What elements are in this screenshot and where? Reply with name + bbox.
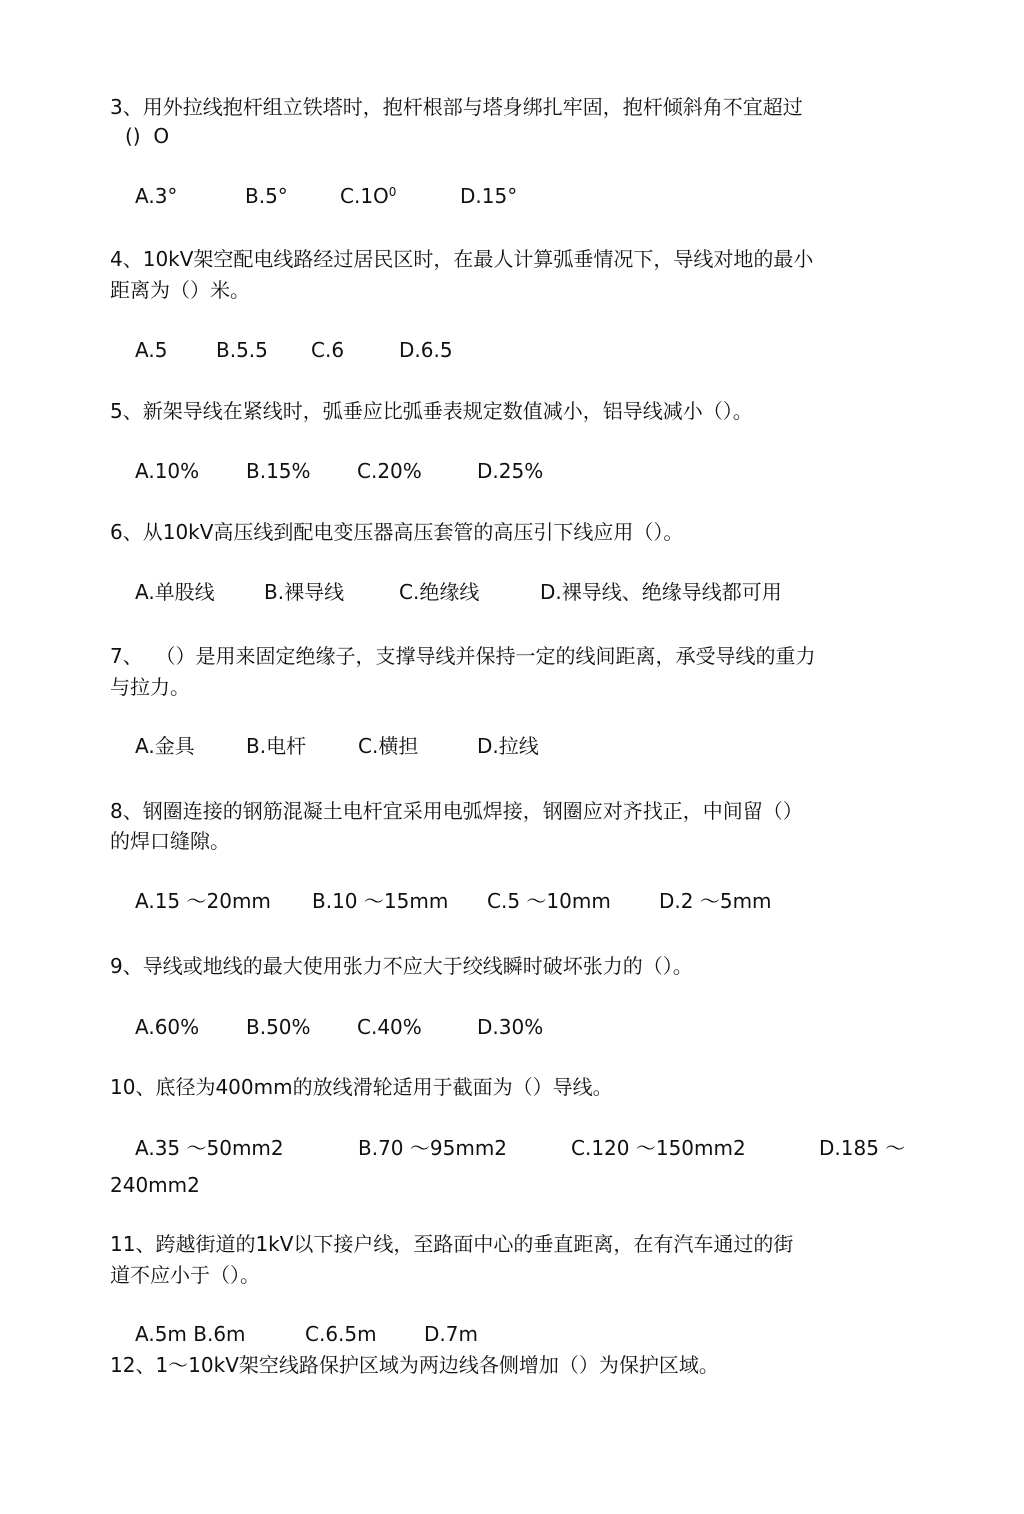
question-5-options [135, 457, 543, 485]
option-c: C.6.5m [305, 1322, 377, 1346]
option-a-b: A.5m B.6m [135, 1322, 246, 1346]
question-5-line-1: 5、新架导线在紧线时，弧垂应比弧垂表规定数值减小，铝导线减小（）。 [110, 399, 753, 423]
option-d: D.拉线 [477, 734, 539, 758]
option-a: A.3° [135, 184, 178, 208]
question-10-options [135, 1134, 905, 1162]
question-4-options [135, 336, 453, 364]
option-b: B.70 ～95mm2 [358, 1136, 508, 1160]
option-c-superscript: 0 [388, 185, 397, 199]
option-d: D.15° [460, 184, 518, 208]
option-a: A.5 [135, 338, 168, 362]
option-d: D.7m [424, 1322, 478, 1346]
question-12-line-1: 12、1～10kV架空线路保护区域为两边线各侧增加（）为保护区域。 [110, 1353, 719, 1377]
option-d: D.6.5 [399, 338, 453, 362]
option-c: C.40% [357, 1015, 422, 1039]
question-4-line-2: 距离为（）米。 [110, 278, 250, 302]
question-6-options [135, 578, 782, 606]
option-a: A.单股线 [135, 580, 215, 604]
question-7-options [135, 732, 539, 760]
question-3-options [135, 182, 517, 210]
option-b: B.10 ～15mm [312, 889, 449, 913]
option-a: A.10% [135, 459, 200, 483]
question-3-line-2: () O [125, 124, 170, 148]
option-a: A.35 ～50mm2 [135, 1136, 284, 1160]
option-b: B.电杆 [246, 734, 307, 758]
option-a: A.金具 [135, 734, 195, 758]
option-d: D.2 ～5mm [659, 889, 772, 913]
option-d: D.25% [477, 459, 544, 483]
option-c: C.120 ～150mm2 [571, 1136, 746, 1160]
question-10-options-continuation: 240mm2 [110, 1173, 200, 1197]
option-b: B.15% [246, 459, 311, 483]
option-a: A.15 ～20mm [135, 889, 271, 913]
option-c: C.绝缘线 [399, 580, 480, 604]
option-c: C.6 [311, 338, 345, 362]
option-b: B.裸导线 [264, 580, 345, 604]
question-4-line-1: 4、10kV架空配电线路经过居民区时，在最人计算弧垂情况下，导线对地的最小 [110, 247, 814, 271]
option-c: $C.1O^0$ [340, 184, 397, 208]
question-7-line-1: 7、 （）是用来固定绝缘子，支撑导线并保持一定的线间距离，承受导线的重力 [110, 644, 816, 668]
question-9-line-1: 9、导线或地线的最大使用张力不应大于绞线瞬时破坏张力的（）。 [110, 954, 693, 978]
option-d: D.30% [477, 1015, 544, 1039]
option-c: C.横担 [358, 734, 419, 758]
option-c: C.5 ～10mm [487, 889, 611, 913]
question-11-line-1: 11、跨越街道的1kV以下接户线，至路面中心的垂直距离，在有汽车通过的街 [110, 1232, 794, 1256]
option-b: B.5° [245, 184, 288, 208]
question-8-line-2: 的焊口缝隙。 [110, 829, 230, 853]
option-d: D.185 ～ [819, 1136, 906, 1160]
option-d: D.裸导线、绝缘导线都可用 [540, 580, 782, 604]
question-8-options [135, 887, 772, 915]
question-6-line-1: 6、从10kV高压线到配电变压器高压套管的高压引下线应用（）。 [110, 520, 684, 544]
option-b: B.5.5 [216, 338, 268, 362]
question-3-line-1: 3、用外拉线抱杆组立铁塔时，抱杆根部与塔身绑扎牢固，抱杆倾斜角不宜超过 [110, 95, 803, 119]
question-11-line-2: 道不应小于（）。 [110, 1263, 260, 1287]
question-7-line-2: 与拉力。 [110, 675, 190, 699]
question-10-line-1: 10、底径为400mm的放线滑轮适用于截面为（）导线。 [110, 1075, 613, 1099]
question-8-line-1: 8、钢圈连接的钢筋混凝土电杆宜采用电弧焊接，钢圈应对齐找正，中间留（） [110, 799, 803, 823]
option-b: B.50% [246, 1015, 311, 1039]
question-11-options [135, 1320, 478, 1348]
option-a: A.60% [135, 1015, 200, 1039]
question-9-options [135, 1013, 543, 1041]
option-c: C.20% [357, 459, 422, 483]
